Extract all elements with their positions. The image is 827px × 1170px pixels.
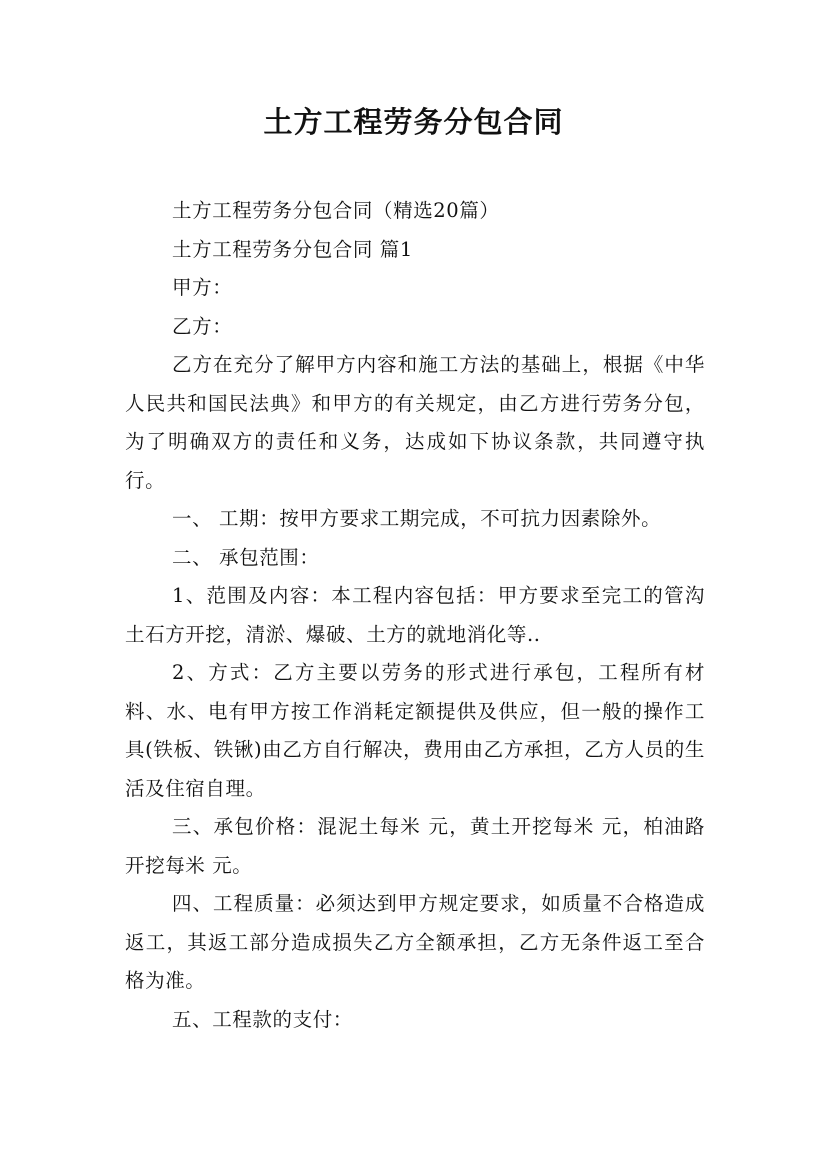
paragraph-subtitle: 土方工程劳务分包合同（精选20篇） bbox=[172, 199, 500, 222]
paragraph-clause-2-1: 1、范围及内容：本工程内容包括：甲方要求至完工的管沟土石方开挖，清淤、爆破、土方的就地消化等.. bbox=[125, 584, 705, 646]
paragraph-clause-4: 四、工程质量：必须达到甲方规定要求，如质量不合格造成返工，其返工部分造成损失乙方全额承担，乙方无条件返工至合格为准。 bbox=[125, 892, 705, 992]
paragraph-section-heading: 土方工程劳务分包合同 篇1 bbox=[172, 237, 413, 261]
paragraph-clause-3: 三、承包价格：混泥土每米 元，黄土开挖每米 元，柏油路开挖每米 元。 bbox=[125, 815, 705, 877]
document-title: 土方工程劳务分包合同 bbox=[263, 105, 564, 139]
document-body bbox=[125, 192, 705, 1039]
paragraph-preamble: 乙方在充分了解甲方内容和施工方法的基础上，根据《中华人民共和国民法典》和甲方的有关规定，由乙方进行劳务分包，为了明确双方的责任和义务，达成如下协议条款，共同遵守执行。 bbox=[125, 353, 705, 492]
paragraph-clause-2-2: 2、方式：乙方主要以劳务的形式进行承包，工程所有材料、水、电有甲方按工作消耗定额提供及供应，但一般的操作工具(铁板、铁锹)由乙方自行解决，费用由乙方承担，乙方人员的生活及住宿自理。 bbox=[125, 661, 705, 800]
paragraph-clause-5: 五、工程款的支付： bbox=[172, 1007, 353, 1031]
paragraph-party-a: 甲方： bbox=[172, 276, 233, 299]
paragraph-party-b: 乙方： bbox=[172, 314, 233, 338]
paragraph-clause-1: 一、 工期：按甲方要求工期完成，不可抗力因素除外。 bbox=[172, 507, 662, 530]
paragraph-clause-2: 二、 承包范围： bbox=[172, 545, 320, 569]
